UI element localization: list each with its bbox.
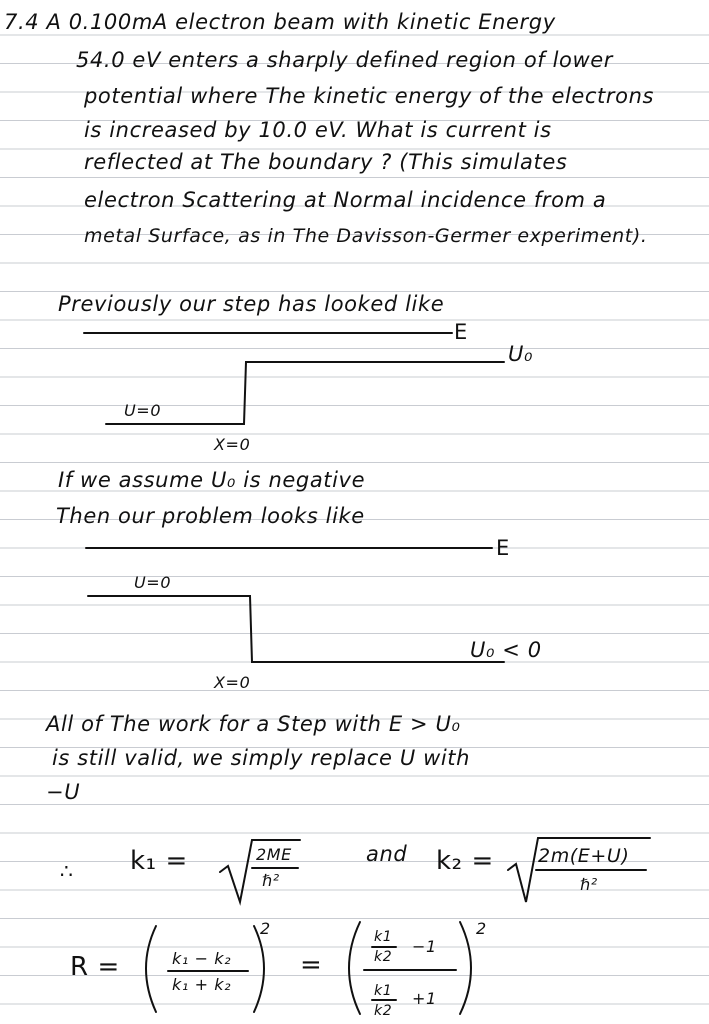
equation-k2-numerator: 2m(E+U) [538,845,630,867]
diagram2-energy-label: E [496,536,510,560]
equation-r-denominator: k₁ + k₂ [172,975,232,994]
equation-r2-bot-rest: +1 [412,989,437,1008]
conclusion-line-3: −U [46,780,81,804]
equation-k1-numerator: 2ME [256,845,292,864]
problem-line-1: 7.4 A 0.100mA electron beam with kinetic Energy [4,10,556,34]
equation-r-lhs: R = [70,952,120,982]
equation-r2-exponent: 2 [476,919,487,938]
diagram1-left-label: U=0 [124,401,162,420]
diagram2-x-label: X=0 [214,673,251,692]
conclusion-line-2: is still valid, we simply replace U with [52,746,471,770]
diagram1-x-label: X=0 [214,435,251,454]
diagram2-left-label: U=0 [134,573,172,592]
equation-r-equals: = [300,950,323,980]
diagram1-potential-step [106,362,504,424]
conclusion-line-1: All of The work for a Step with E > U₀ [46,712,461,736]
diagram2-potential-step [88,596,504,662]
equation-k2-lhs: k₂ = [436,846,494,876]
equation-r2-top-k2: k2 [374,949,393,965]
equation-and: and [366,842,408,866]
equation-r2-top-k1: k1 [374,929,393,945]
equation-r-numerator: k₁ − k₂ [172,949,232,968]
diagram2-step-label: U₀ < 0 [470,638,542,662]
problem-line-6: electron Scattering at Normal incidence from a [84,188,607,212]
diagram1-energy-label: E [454,320,468,344]
equation-r2-bot-k2: k2 [374,1003,393,1019]
equation-r-exponent: 2 [260,919,271,938]
problem-line-5: reflected at The boundary ? (This simulates [84,150,568,174]
equation-k1-denominator: ℏ² [262,871,280,890]
diagram1-step-label: U₀ [508,342,533,366]
equation-r-left-paren [146,926,156,1012]
equation-r2-left-paren [349,922,360,1014]
equation-r-right-paren [254,926,264,1012]
problem-line-3: potential where The kinetic energy of the electrons [84,84,655,108]
equation-r2-right-paren [460,922,471,1014]
equation-r2-top-rest: −1 [412,937,437,956]
problem-line-7: metal Surface, as in The Davisson-Germer experiment). [84,225,648,247]
equation-therefore: ∴ [60,859,74,883]
problem-line-4: is increased by 10.0 eV. What is current is [84,118,552,142]
equation-k1-lhs: k₁ = [130,846,188,876]
middle-line-2: Then our problem looks like [56,504,365,528]
equation-k2-denominator: ℏ² [580,875,598,894]
equation-r2-bot-k1: k1 [374,983,393,999]
middle-line-1: If we assume U₀ is negative [58,468,366,492]
diagram1-heading: Previously our step has looked like [58,292,445,316]
problem-line-2: 54.0 eV enters a sharply defined region of lower [76,48,613,72]
